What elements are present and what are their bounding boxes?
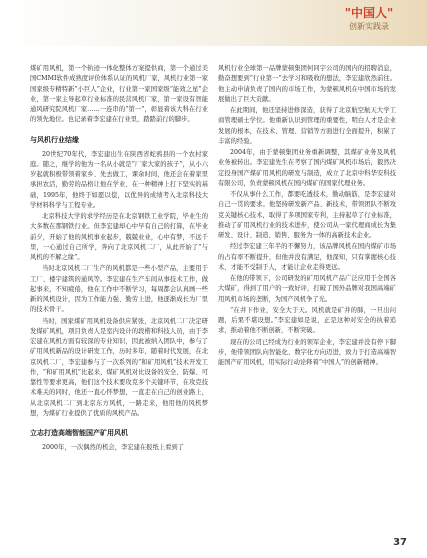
- page-number: 37: [393, 537, 407, 548]
- section-heading: 立志打造高端智能国产矿用风机: [30, 429, 128, 437]
- paragraph: 风机行业全球第一品牌蒙顿集团何同宇公司的国内的招聘消息，勤奋想要到“行业第一”去学习和吸收的想法，李宏建欣然前往。他主动申请负责了国内的市场工作，为蒙顿风机在中国市场的发展做出了巨大贡献。: [218, 65, 396, 103]
- paragraph: 在此期间，他还坚持进修深造，获得了北京航空航天大学工商管理硕士学位。他重新认识到管理的重要性，明白人才是企业发展的根本，在技术、管理、营销等方面进行全面提升，积累了丰富的经验。: [218, 107, 396, 145]
- paragraph: 经过李宏建三年半的不懈努力，该品牌风机在国内煤矿市场的占有率不断提升，但他并没有满足，他深知，只有掌握核心技术，才能不受制于人，才能让企业走得更远。: [218, 243, 396, 271]
- paragraph: 2000年，一次偶然的机会，李宏建在报纸上看到了: [42, 444, 184, 451]
- right-column: [218, 64, 396, 369]
- paragraph: 北京科技大学的求学经历是在北京钢铁工业学院，毕业生的大多数在那钢铁行业。但李宏建却心中早有自己的打算，在毕业前夕，开始了他的风机事业起步，兢兢业业，心中有梦，不远千里，一心通过自己所学，奔向了北京风机二厂，从此开始了“与风机的不解之缘”。: [30, 213, 208, 261]
- left-column: [30, 64, 208, 454]
- logo-sub-text: 创新实践录: [349, 22, 389, 31]
- paragraph: 煤矿用风机，第一个轨迹一体化整体方案提供商，第一个通过美国CMMI软件成熟度评价体系认证的风机厂家，风机行业第一家国家级专精特新“小巨人”企业，行业第一家国家级“能效之星”企业，第一家主导起草行业标准的民营风机厂家，第一家设有智能通风研究院风机厂家……一连串的“第一”，彰显着该大科在行业的领先地位。也记录着李宏建在行业里，踏踏前行的脚步。: [30, 65, 208, 124]
- logo-main-text: "中国人": [344, 6, 394, 20]
- paragraph: 不仅从事什么工作，都要吃透技术，勤动脑筋，是李宏建对自己一贯的要求。他坚持研发新产品、新技术，带领团队不断攻克关键核心技术，取得了多项国家专利，主持起草了行业标准，推动了矿用风机行业的技术进步，使公司从一家代理商成长为集研发、设计、制造、销售、服务为一体的高新技术企业。: [218, 191, 396, 239]
- page-header: [0, 0, 427, 46]
- magazine-logo: [321, 6, 417, 40]
- paragraph: 当时北京风机二厂生产的风机都是一些小型产品，主要用于工厂、楼宇建筑的通风等。李宏建在生产车间从事技术工作，做起事来，不知疲倦，他在工作中不断学习，每周都会认真画一些新的风机设计，因为工作能力强、勤劳上进，他逐渐成长为厂里的技术骨干。: [30, 265, 208, 314]
- paragraph: 20世纪70年代，李宏建出生在陕西省蛇鸦县的一个农村家庭。随之，继学的他为一名从小就是“厂家大家的孩子”，从小六岁起就积极带领着家乡、先去做工，课余时间，他还会在着家里承担农活，勤劳的品格让他在学业、在一种精神上打下坚实的基础，1995年，他终于如愿以偿，以优异的成绩考入北京科技大学材料科学与工程专业。: [30, 150, 208, 209]
- paragraph: 2004年，由于蒙顿集团业务重新调整，其煤矿业务及风机业务被转出。李宏建先生在考察了国内煤矿风机市场后，毅然决定投身国产煤矿用风机的研发与制造，成立了北京中科华安科技有限公司，负责蒙顿风机在国内煤矿的国家代理业务。: [218, 149, 396, 187]
- section-heading: 与风机行业结缘: [30, 135, 79, 144]
- paragraph: 在他的带领下，公司研发的矿用风机产品广泛应用于全国各大煤矿，得到了用户的一致好评，打破了国外品牌对我国高端矿用风机市场的垄断，为国产风机争了光。: [218, 275, 396, 303]
- paragraph: “在井下作业，安全大于天。风机就是矿井的肺，一旦出问题，后果不堪设想。”李宏建如是说，正是这种对安全的执着追求，推动着他不断创新，不断突破。: [218, 306, 396, 335]
- paragraph: 现在的公司已经成为行业的领军企业，李宏建并没有停下脚步，他带领团队向智能化、数字化方向迈进，致力于打造高端智能国产矿用风机，用实际行动诠释着“中国人”的创新精神。: [218, 338, 396, 366]
- paragraph: 当时，国家煤矿用风机设备供应紧张，北京风机二厂决定研发煤矿风机，项目负责人是室内设计的段楷和科技人员，由于李宏建在风机方面有较深的专业知识，因此被纳入团队中，参与了矿用风机新品的设计研发工作，历时多年，随着时代发展，在北京风机二厂，李宏建参与了一次系列的“和矿用风机”技术开发工作，“和矿用风机”比起来，煤矿风机对比设备的安全、防爆、可靠性等要求更高，他们这个技术要攻克多个关键环节，在攻克技术难关的同时，他还一直心怀梦想，一直走在自己的创业路上，从北京风机二厂到北京东方风机，一路走来，他用他的风机梦想，为煤矿行业提供了优质的风机产品。: [30, 317, 208, 417]
